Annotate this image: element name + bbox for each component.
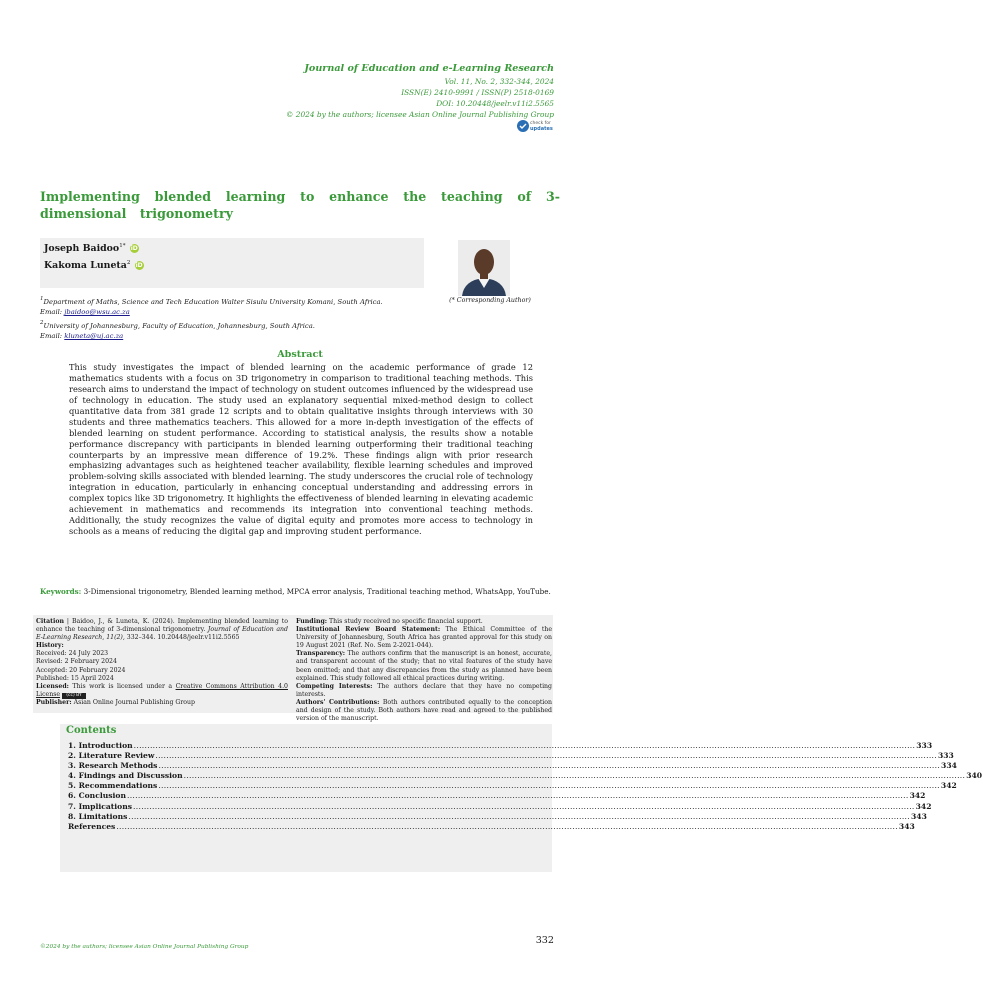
toc-leader: ................................................................................................................................................................................................................................................................................................	[116, 821, 898, 831]
toc-item-research-methods[interactable]	[68, 761, 957, 771]
check-updates-top-text: check for	[530, 121, 551, 126]
transparency	[296, 650, 552, 682]
toc-page: 340	[966, 771, 982, 781]
funding-text: This study received no specific financial support.	[327, 618, 483, 625]
check-updates-icon	[516, 116, 554, 134]
contents-heading: Contents	[66, 725, 117, 736]
toc-page: 333	[937, 751, 954, 761]
licensed-label: Licensed:	[36, 682, 69, 690]
toc-leader: ................................................................................................................................................................................................................................................................................................	[158, 781, 940, 791]
affiliation-text: Department of Maths, Science and Tech Education Walter Sisulu University Komani, South Africa.	[43, 298, 383, 306]
toc-item-limitations[interactable]	[68, 811, 927, 822]
license-link[interactable]: Creative Commons Attribution 4.0 License	[36, 682, 288, 698]
toc-page: 342	[915, 801, 932, 811]
publisher-label: Publisher:	[36, 698, 72, 706]
citation	[36, 618, 288, 642]
check-for-updates-badge[interactable]	[516, 116, 554, 134]
keywords-label: Keywords:	[40, 587, 82, 596]
orcid-icon[interactable]: iD	[130, 245, 138, 252]
toc-label: 4. Findings and Discussion	[68, 771, 183, 781]
irb-statement	[296, 626, 552, 650]
license-statement	[36, 683, 288, 699]
affiliation-2-email	[40, 331, 440, 341]
publisher-text: Asian Online Journal Publishing Group	[71, 698, 195, 706]
keywords-text: 3-Dimensional trigonometry, Blended learning method, MPCA error analysis, Traditional teaching method, WhatsApp, YouTube.	[81, 587, 551, 596]
competing-label: Competing Interests:	[296, 682, 373, 690]
toc-label: 7. Implications	[68, 801, 133, 811]
doi-link[interactable]: DOI: 10.20448/jeelr.v11i2.5565	[436, 99, 554, 108]
contents-list	[68, 741, 982, 832]
journal-name: Journal of Education and e-Learning Research	[304, 63, 554, 74]
author-sup: 1*	[119, 243, 126, 249]
history-label: History:	[36, 642, 64, 650]
competing-interests	[296, 683, 552, 699]
check-updates-bottom-text: updates	[530, 126, 553, 132]
toc-leader: ................................................................................................................................................................................................................................................................................................	[133, 801, 915, 811]
author-2	[44, 260, 144, 271]
article-title: Implementing blended learning to enhance the teaching of 3-dimensional trigonometry	[40, 189, 560, 221]
toc-page: 333	[916, 741, 933, 750]
authors-contributions	[296, 699, 552, 723]
toc-label: 2. Literature Review	[68, 751, 155, 761]
transparency-text: The authors confirm that the manuscript is an honest, accurate, and transparent account of the study; that no vital features of the study have been omitted; and that any discrepancies from the study as planned have been explained. This study followed all ethical practices during writing.	[296, 650, 552, 682]
toc-leader: ................................................................................................................................................................................................................................................................................................	[128, 811, 910, 821]
toc-label: 6. Conclusion	[68, 791, 126, 801]
affiliation-1-email	[40, 307, 440, 317]
keywords	[40, 587, 552, 597]
volume-line: Vol. 11, No. 2, 332-344, 2024	[444, 77, 554, 86]
toc-leader: ................................................................................................................................................................................................................................................................................................	[155, 751, 937, 761]
author-photo-image	[458, 240, 510, 296]
license-line: © 2024 by the authors; licensee Asian Online Journal Publishing Group	[286, 110, 554, 119]
licensed-text: This work is licensed under a	[68, 682, 176, 690]
history-published: Published: 15 April 2024	[36, 674, 114, 682]
affiliations	[40, 294, 440, 342]
toc-item-findings[interactable]	[68, 771, 982, 781]
toc-leader: ................................................................................................................................................................................................................................................................................................	[126, 791, 909, 801]
transparency-label: Transparency:	[296, 650, 346, 658]
citation-journal: Journal of Education and E-Learning Research, 11(2),	[36, 626, 288, 642]
affiliation-sup: 1	[40, 296, 44, 302]
citation-label: Citation	[36, 618, 64, 625]
toc-label: References	[68, 821, 116, 831]
cc-by-badge[interactable]: (cc) BY	[62, 693, 86, 699]
email-link[interactable]: jbaidoo@wsu.ac.za	[64, 308, 130, 317]
email-label: Email:	[40, 332, 65, 341]
toc-page: 343	[911, 811, 927, 821]
orcid-icon[interactable]: iD	[135, 262, 143, 269]
affiliation-1	[40, 294, 440, 307]
irb-text: The Ethical Committee of the University of Johannesburg, South Africa has granted approval for this study on 19 August 2021 (Ref. No. Sem 2-2021-044).	[296, 626, 552, 650]
toc-page: 334	[941, 761, 957, 771]
footer-license: ©2024 by the authors; licensee Asian Online Journal Publishing Group	[40, 944, 249, 950]
abstract-heading: Abstract	[277, 349, 323, 360]
toc-leader: ................................................................................................................................................................................................................................................................................................	[133, 741, 916, 750]
toc-item-literature-review[interactable]	[68, 751, 954, 761]
funding-label: Funding:	[296, 618, 328, 625]
toc-leader: ................................................................................................................................................................................................................................................................................................	[183, 771, 966, 781]
abstract-text: This study investigates the impact of blended learning on the academic performance of grade 12 mathematics students with a focus on 3D trigonometry in comparison to traditional teaching methods. This research aims to understand the impact of technology on student outcomes influenced by the widespread use of technology in education. The study used an explanatory sequential mixed-method design to collect quantitative data from 381 grade 12 scripts and to obtain qualitative insights through interviews with 30 students and three mathematics teachers. This allowed for a more in-depth investigation of the effects of blended learning on student performance. According to statistical analysis, the results show a notable performance discrepancy with participants in blended learning outperforming their traditional teaching counterparts by an impressive mean difference of 19.2%. These findings align with prior research emphasizing advantages such as heightened teacher availability, flexible learning schedules and improved problem-solving skills associated with blended learning. The study underscores the crucial role of technology integration in education, particularly in enhancing conceptual understanding and addressing errors in complex topics like 3D trigonometry. It highlights the effectiveness of blended learning in elevating academic achievement in mathematics and recommends its integration into conventional teaching methods. Additionally, the study recognizes the value of digital equity and promotes more access to technology in schools as a means of reducing the digital gap and improving student performance.	[69, 362, 533, 537]
toc-label: 8. Limitations	[68, 811, 128, 821]
toc-item-implications[interactable]	[68, 801, 932, 812]
issn-line: ISSN(E) 2410-9991 / ISSN(P) 2518-0169	[401, 88, 554, 97]
funding	[296, 618, 552, 626]
journal-header	[254, 62, 554, 120]
toc-page: 343	[898, 821, 915, 831]
irb-label: Institutional Review Board Statement:	[296, 626, 441, 634]
author-name: Kakoma Luneta	[44, 260, 127, 271]
toc-item-references[interactable]	[68, 821, 915, 832]
author-sup: 2	[126, 260, 131, 266]
citation-tail: 332–344. 10.20448/jeelr.v11i2.5565	[124, 634, 240, 642]
authors-box	[40, 238, 424, 288]
citation-text: | Baidoo, J., & Luneta, K. (2024). Implementing blended learning to enhance the teaching of 3-dimensional trigonometry.	[36, 618, 288, 634]
affiliation-sup: 2	[40, 319, 44, 326]
toc-label: 1. Introduction	[68, 741, 133, 750]
contributions-text: Both authors contributed equally to the conception and design of the study. Both authors have read and agreed to the published version of the manuscript.	[296, 698, 552, 723]
toc-label: 3. Research Methods	[68, 761, 158, 771]
author-1	[44, 243, 139, 254]
affiliation-2	[40, 318, 440, 331]
history-revised: Revised: 2 February 2024	[36, 658, 117, 666]
corresponding-author-caption: (* Corresponding Author)	[449, 297, 531, 304]
article-info-right	[296, 618, 552, 723]
toc-item-conclusion[interactable]	[68, 791, 926, 801]
toc-leader: ................................................................................................................................................................................................................................................................................................	[158, 761, 941, 771]
toc-item-recommendations[interactable]	[68, 781, 957, 791]
contributions-label: Authors' Contributions:	[296, 698, 380, 706]
toc-page: 342	[940, 781, 957, 791]
history-accepted: Accepted: 20 February 2024	[36, 666, 126, 674]
toc-item-introduction[interactable]	[68, 741, 933, 751]
author-photo	[458, 240, 510, 296]
affiliation-text: University of Johannesburg, Faculty of Education, Johannesburg, South Africa.	[43, 321, 315, 330]
email-link[interactable]: kluneta@uj.ac.za	[64, 332, 124, 341]
author-name: Joseph Baidoo	[44, 243, 120, 254]
toc-label: 5. Recommendations	[68, 781, 158, 791]
publisher	[36, 699, 288, 707]
page-number: 332	[535, 935, 554, 946]
article-info-left	[36, 618, 288, 707]
competing-text: The authors declare that they have no competing interests.	[296, 682, 553, 698]
history-received: Received: 24 July 2023	[36, 650, 109, 658]
email-label: Email:	[40, 308, 65, 317]
toc-page: 342	[909, 791, 926, 801]
